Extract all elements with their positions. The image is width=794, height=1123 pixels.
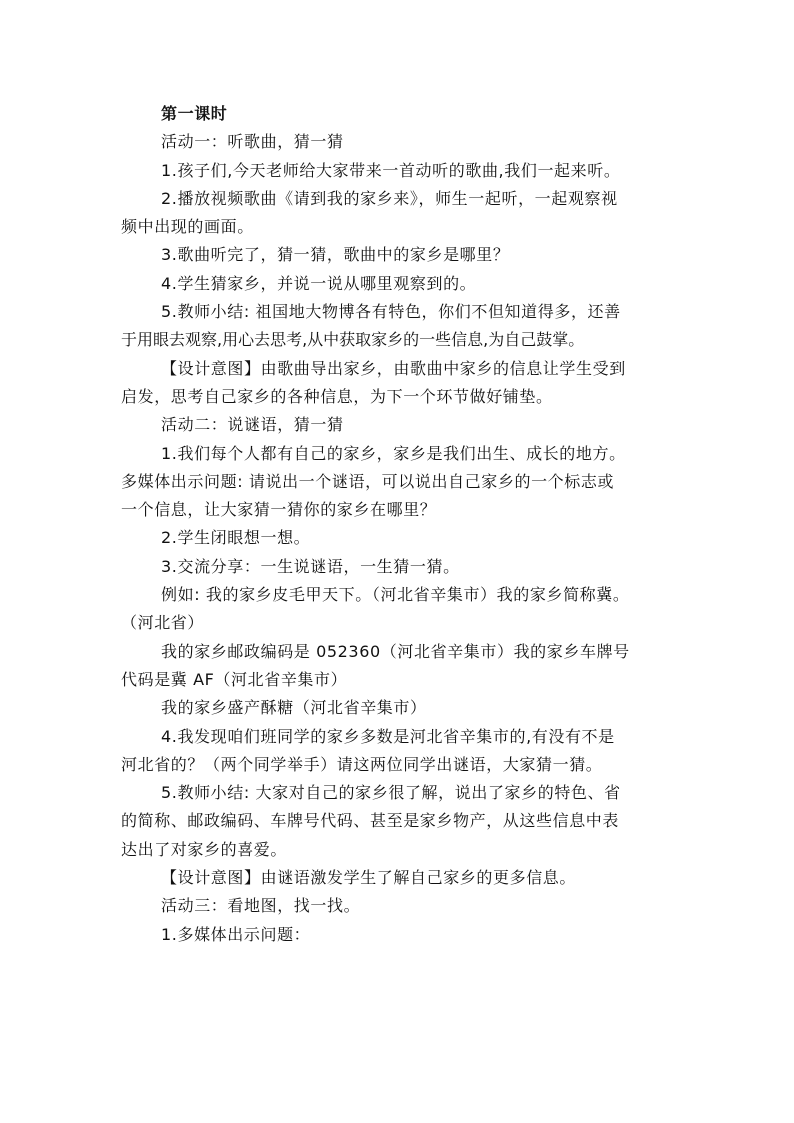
paragraph-line: 2.播放视频歌曲《请到我的家乡来》，师生一起听，一起观察视 [161,188,618,208]
paragraph-line: 4.我发现咱们班同学的家乡多数是河北省辛集市的,有没有不是 [161,726,615,746]
paragraph-line: 2.学生闭眼想一想。 [161,528,311,548]
paragraph-line: 3.交流分享：一生说谜语，一生猜一猜。 [161,556,460,576]
activity-3-heading: 活动三：看地图，找一找。 [161,896,361,916]
activity-1-heading: 活动一：听歌曲，猜一猜 [161,132,344,152]
document-body [121,100,681,949]
paragraph-line: 频中出现的画面。 [121,217,254,237]
paragraph-line: 5.教师小结: 祖国地大物博各有特色，你们不但知道得多，还善 [161,302,621,322]
paragraph-line: 代码是冀 AF（河北省辛集市） [121,669,348,689]
paragraph-line: 例如: 我的家乡皮毛甲天下。（河北省辛集市）我的家乡简称冀。 [161,585,630,605]
paragraph-line: 1.孩子们,今天老师给大家带来一首动听的歌曲,我们一起来听。 [161,160,621,180]
paragraph-line: 一个信息，让大家猜一猜你的家乡在哪里？ [121,500,437,520]
paragraph-line: 我的家乡邮政编码是 052360（河北省辛集市）我的家乡车牌号 [161,641,630,661]
paragraph-line: 1.我们每个人都有自己的家乡，家乡是我们出生、成长的地方。 [161,443,626,463]
paragraph-line: 3.歌曲听完了，猜一猜，歌曲中的家乡是哪里？ [161,245,510,265]
paragraph-line: 于用眼去观察,用心去思考,从中获取家乡的一些信息,为自己鼓掌。 [121,330,585,350]
activity-2-heading: 活动二：说谜语，猜一猜 [161,415,344,435]
design-intent-line: 【设计意图】由谜语激发学生了解自己家乡的更多信息。 [161,868,577,888]
paragraph-line: 我的家乡盛产酥糖（河北省辛集市） [161,698,427,718]
paragraph-line: 河北省的？（两个同学举手）请这两位同学出谜语，大家猜一猜。 [121,754,603,774]
paragraph-line: 启发，思考自己家乡的各种信息，为下一个环节做好铺垫。 [121,386,553,406]
paragraph-line: （河北省） [121,613,205,633]
design-intent-line: 【设计意图】由歌曲导出家乡，由歌曲中家乡的信息让学生受到 [161,358,626,378]
paragraph-line: 多媒体出示问题: 请说出一个谜语，可以说出自己家乡的一个标志或 [121,471,615,491]
lesson-title: 第一课时 [161,104,228,123]
paragraph-line: 达出了对家乡的喜爱。 [121,839,288,859]
paragraph-line: 4.学生猜家乡，并说一说从哪里观察到的。 [161,273,477,293]
paragraph-line: 5.教师小结: 大家对自己的家乡很了解，说出了家乡的特色、省 [161,783,621,803]
paragraph-line: 的简称、邮政编码、车牌号代码、甚至是家乡物产，从这些信息中表 [121,811,620,831]
paragraph-line: 1.多媒体出示问题： [161,924,311,944]
